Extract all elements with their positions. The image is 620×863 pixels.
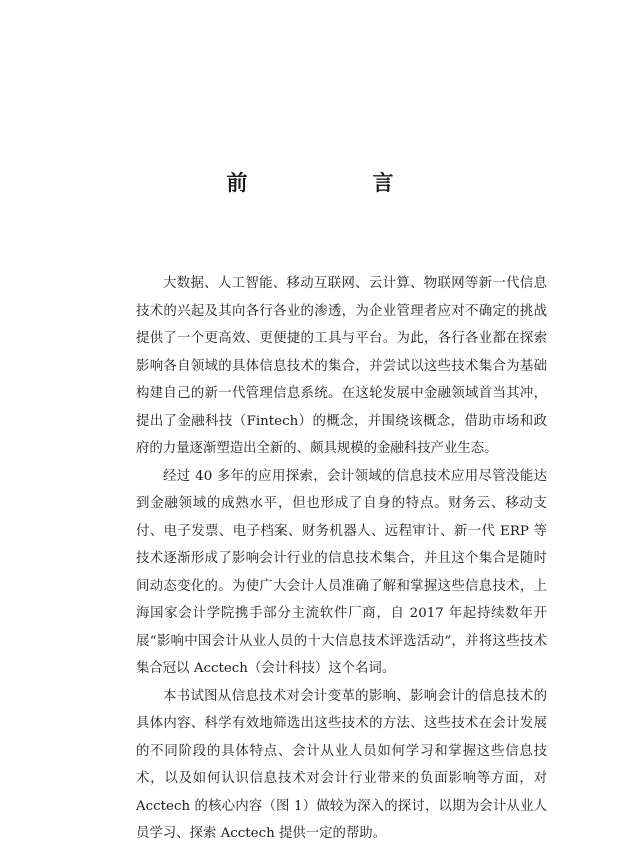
paragraph-1: 大数据、人工智能、移动互联网、云计算、物联网等新一代信息技术的兴起及其向各行各业的渗透，为企业管理者应对不确定的挑战提供了一个更高效、更便捷的工具与平台。为此，各行各业都在探索影响各自领域的具体信息技术的集合，并尝试以这些技术集合为基础构建自己的新一代管理信息系统。在这轮发展中金融领域首当其冲，提出了金融科技（Fintech）的概念，并围绕该概念，借助市场和政府的力量逐渐塑造出全新的、颇具规模的金融科技产业生态。 bbox=[136, 276, 547, 456]
page-title: 前 言 bbox=[226, 170, 446, 195]
preface-body bbox=[136, 270, 547, 848]
paragraph-2: 经过 40 多年的应用探索，会计领域的信息技术应用尽管没能达到金融领域的成熟水平，但也形成了自身的特点。财务云、移动支付、电子发票、电子档案、财务机器人、远程审计、新一代 ERP 等技术逐渐形成了影响会计行业的信息技术集合，并且这个集合是随时间动态变化的。为使广大会计人员准确了解和掌握这些信息技术，上海国家会计学院携手部分主流软件厂商，自 2017 年起持续数年开展“影响中国会计从业人员的十大信息技术评选活动”，并将这些技术集合冠以 Acctech（会计科技）这个名词。 bbox=[136, 468, 547, 676]
paragraph-3: 本书试图从信息技术对会计变革的影响、影响会计的信息技术的具体内容、科学有效地筛选出这些技术的方法、这些技术在会计发展的不同阶段的具体特点、会计从业人员如何学习和掌握这些信息技术，以及如何认识信息技术对会计行业带来的负面影响等方面，对 Acctech 的核心内容（图 1）做较为深入的探讨，以期为会计从业人员学习、探索 Acctech 提供一定的帮助。 bbox=[136, 688, 547, 841]
